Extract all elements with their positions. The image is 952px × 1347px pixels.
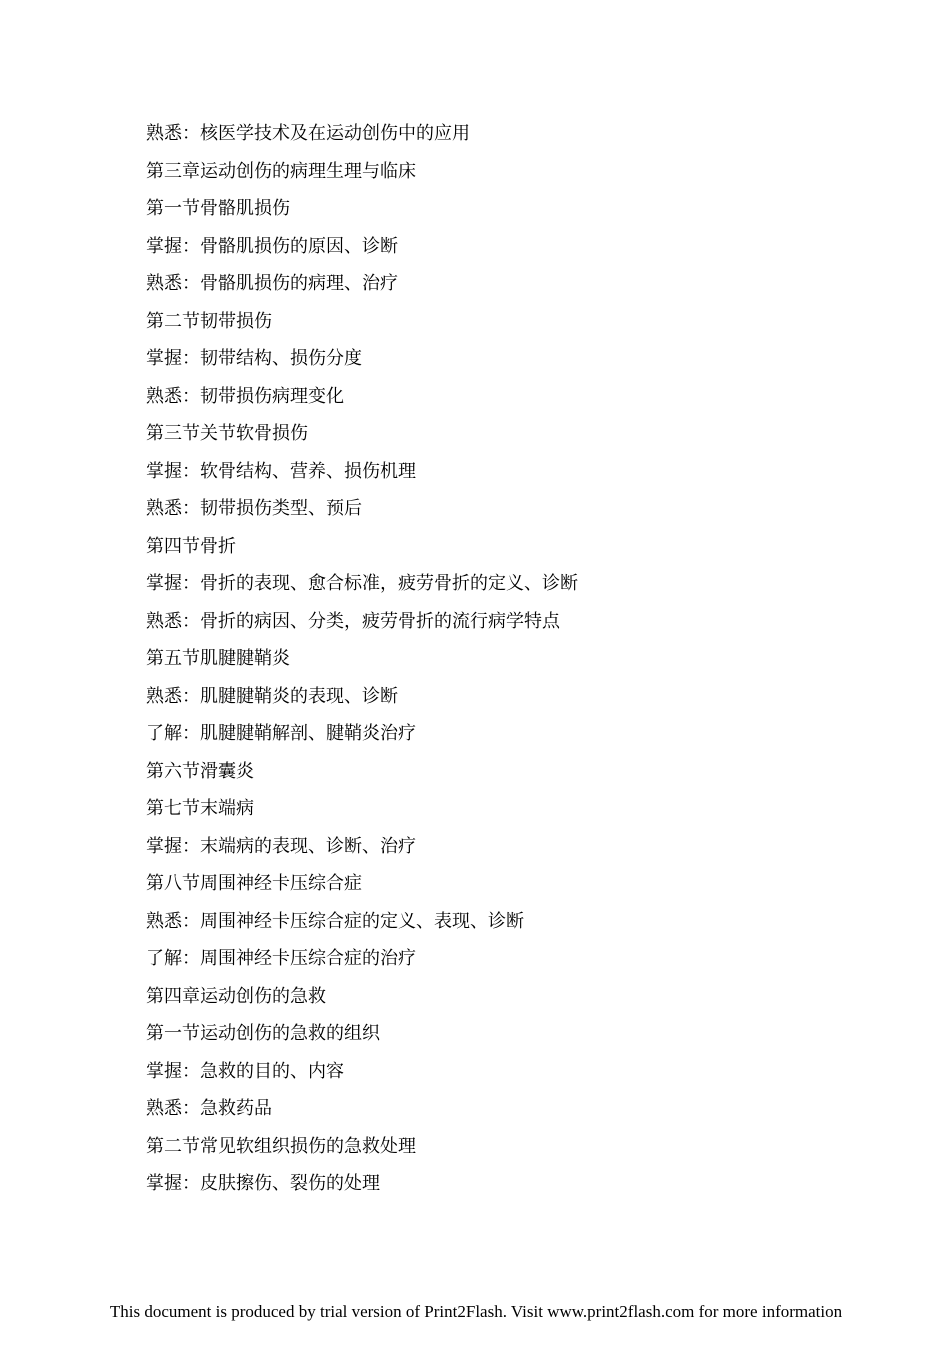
text-line: 掌握：皮肤擦伤、裂伤的处理 [146,1173,380,1194]
text-line: 了解：周围神经卡压综合症的治疗 [146,948,416,969]
text-line: 熟悉：周围神经卡压综合症的定义、表现、诊断 [146,910,524,932]
trial-version-footer: This document is produced by trial version of Print2Flash. Visit www.print2flash.com for more information [109,1302,843,1321]
section-heading: 第四节骨折 [146,535,236,557]
text-line: 掌握：末端病的表现、诊断、治疗 [146,835,416,857]
text-line: 了解：肌腱腱鞘解剖、腱鞘炎治疗 [146,723,416,744]
text-line: 熟悉：骨折的病因、分类，疲劳骨折的流行病学特点 [146,610,560,632]
text-line: 熟悉：核医学技术及在运动创伤中的应用 [146,123,470,144]
text-line: 熟悉：肌腱腱鞘炎的表现、诊断 [146,685,398,707]
text-line: 熟悉：韧带损伤类型、预后 [146,498,362,519]
document-body [146,120,866,1208]
text-line: 掌握：急救的目的、内容 [146,1060,344,1082]
section-heading: 第六节滑囊炎 [146,760,254,782]
text-line: 掌握：骨骼肌损伤的原因、诊断 [146,235,398,257]
section-heading: 第一节骨骼肌损伤 [146,198,290,219]
chapter-heading: 第四章运动创伤的急救 [146,985,326,1007]
section-heading: 第三节关节软骨损伤 [146,423,308,444]
chapter-heading: 第三章运动创伤的病理生理与临床 [146,160,416,182]
section-heading: 第七节末端病 [146,798,254,819]
text-line: 掌握：软骨结构、营养、损伤机理 [146,460,416,482]
text-line: 掌握：骨折的表现、愈合标准，疲劳骨折的定义、诊断 [146,573,578,594]
section-heading: 第八节周围神经卡压综合症 [146,873,362,894]
section-heading: 第二节常见软组织损伤的急救处理 [146,1135,416,1157]
section-heading: 第一节运动创伤的急救的组织 [146,1023,380,1044]
section-heading: 第二节韧带损伤 [146,310,272,332]
text-line: 熟悉：骨骼肌损伤的病理、治疗 [146,273,398,294]
text-line: 熟悉：急救药品 [146,1098,272,1119]
text-line: 掌握：韧带结构、损伤分度 [146,348,362,369]
text-line: 熟悉：韧带损伤病理变化 [146,385,344,407]
section-heading: 第五节肌腱腱鞘炎 [146,648,290,669]
